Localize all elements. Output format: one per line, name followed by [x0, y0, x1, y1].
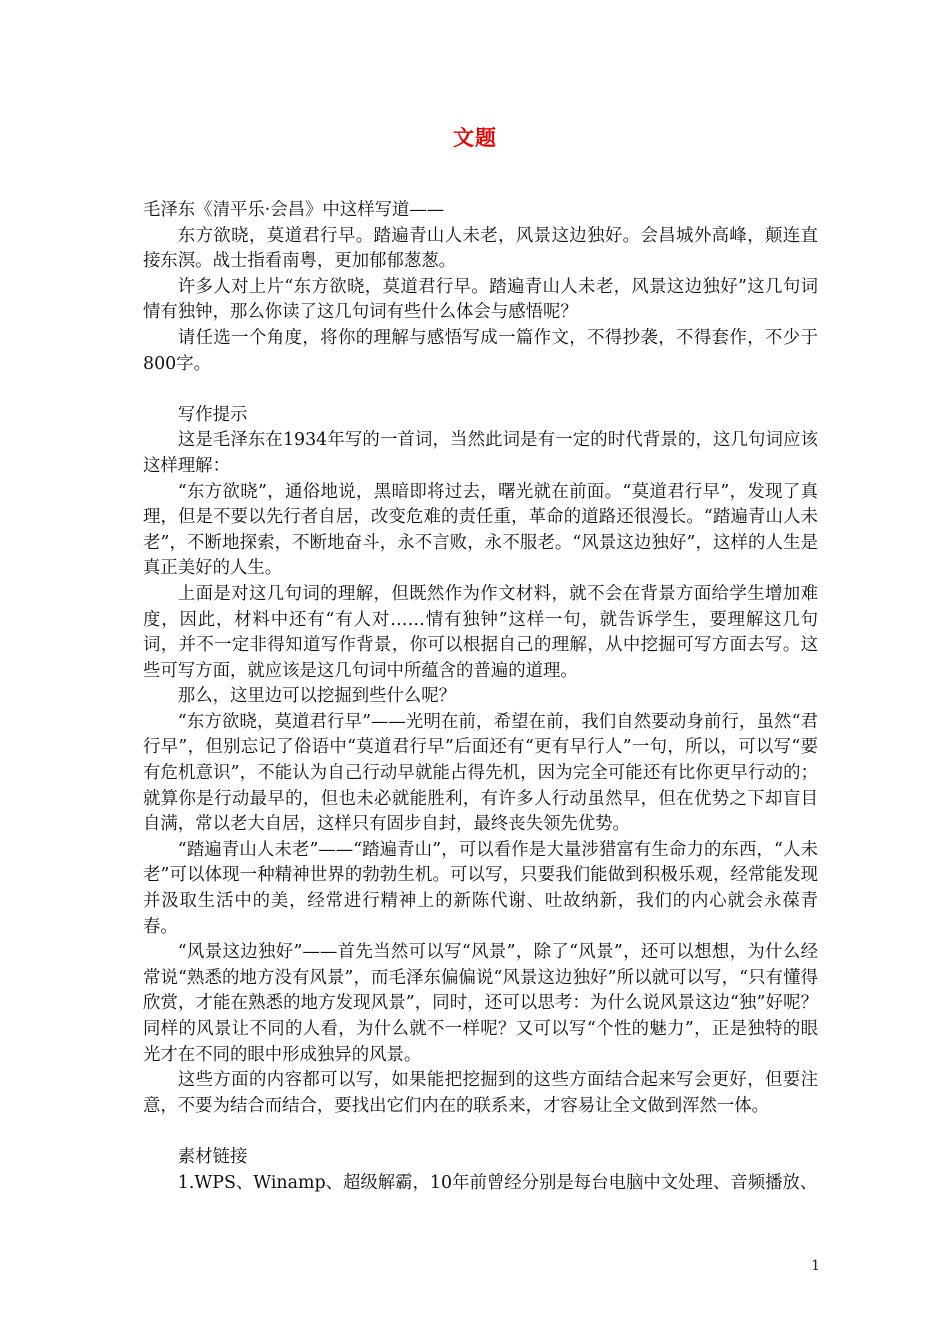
- body-paragraph: 那么，这里边可以挖掘到些什么呢？: [177, 686, 457, 707]
- body-paragraph: “东方欲晓，莫道君行早”——光明在前，希望在前，我们自然要动身前行，虽然“君行早”，但别忘记了俗语中“莫道君行早”后面还有“更有早行人”一句，所以，可以写“要有危机意识”，不能认为自己行动早就能占得先机，因为完全可能还有比你更早行动的；就算你是行动最早的，但也未必就能胜利，有许多人行动虽然早，但在优势之下却盲目自满，常以老大自居，这样只有固步自封，最终丧失领先优势。: [143, 711, 818, 835]
- poem-paragraph: 东方欲晓，莫道君行早。踏遍青山人未老，风景这边独好。会昌城外高峰，颠连直接东溟。战士指看南粤，更加郁郁葱葱。: [143, 225, 818, 272]
- body-paragraph: 这些方面的内容都可以写，如果能把挖掘到的这些方面结合起来写会更好，但要注意，不要为结合而结合，要找出它们内在的联系来，才容易让全文做到浑然一体。: [143, 1070, 818, 1116]
- question-paragraph: 许多人对上片“东方欲晓，莫道君行早。踏遍青山人未老，风景这边独好”这几句词情有独钟，那么你读了这几句词有些什么体会与感悟呢？: [143, 276, 818, 323]
- blank-line: [143, 377, 818, 403]
- section-heading-writing-tips: 写作提示: [177, 404, 248, 425]
- page-number: 1: [811, 1258, 820, 1274]
- blank-line: [143, 1119, 818, 1145]
- list-item: 1.WPS、Winamp、超级解霸，10年前曾经分别是每台电脑中文处理、音频播放、: [177, 1172, 818, 1193]
- body-paragraph: “东方欲晓”，通俗地说，黑暗即将过去，曙光就在前面。“莫道君行早”，发现了真理，但是不要以先行者自居，改变危难的责任重，革命的道路还很漫长。“踏遍青山人未老”，不断地探索，不断地奋斗，永不言败，永不服老。“风景这边独好”，这样的人生是真正美好的人生。: [143, 481, 818, 579]
- section-heading-material-links: 素材链接: [177, 1146, 248, 1167]
- intro-paragraph: 毛泽东《清平乐·会昌》中这样写道——: [143, 200, 445, 220]
- body-paragraph: 上面是对这几句词的理解，但既然作为作文材料，就不会在背景方面给学生增加难度，因此，材料中还有“有人对……情有独钟”这样一句，就告诉学生，要理解这几句词，并不一定非得知道写作背景，你可以根据自己的理解，从中挖掘可写方面去写。这些可写方面，就应该是这几句词中所蕴含的普遍的道理。: [143, 583, 818, 681]
- document-body: [143, 198, 818, 1196]
- body-paragraph: “风景这边独好”——首先当然可以写“风景”，除了“风景”，还可以想想，为什么经常说“熟悉的地方没有风景”，而毛泽东偏偏说“风景这边独好”所以就可以写，“只有懂得欣赏，才能在熟悉的地方发现风景”，同时，还可以思考：为什么说风景这边“独”好呢？同样的风景让不同的人看，为什么就不一样呢？又可以写“个性的魅力”，正是独特的眼光才在不同的眼中形成独异的风景。: [143, 942, 818, 1065]
- requirement-paragraph: 请任选一个角度，将你的理解与感悟写成一篇作文，不得抄袭，不得套作，不少于800字。: [143, 327, 818, 374]
- body-paragraph: “踏遍青山人未老”——“踏遍青山”，可以看作是大量涉猎富有生命力的东西，“人未老”可以体现一种精神世界的勃勃生机。可以写，只要我们能做到积极乐观，经常能发现并汲取生活中的美，经常进行精神上的新陈代谢、吐故纳新，我们的内心就会永葆青春。: [143, 839, 818, 937]
- body-paragraph: 这是毛泽东在1934年写的一首词，当然此词是有一定的时代背景的，这几句词应该这样理解：: [143, 430, 818, 476]
- document-title: 文题: [453, 125, 497, 150]
